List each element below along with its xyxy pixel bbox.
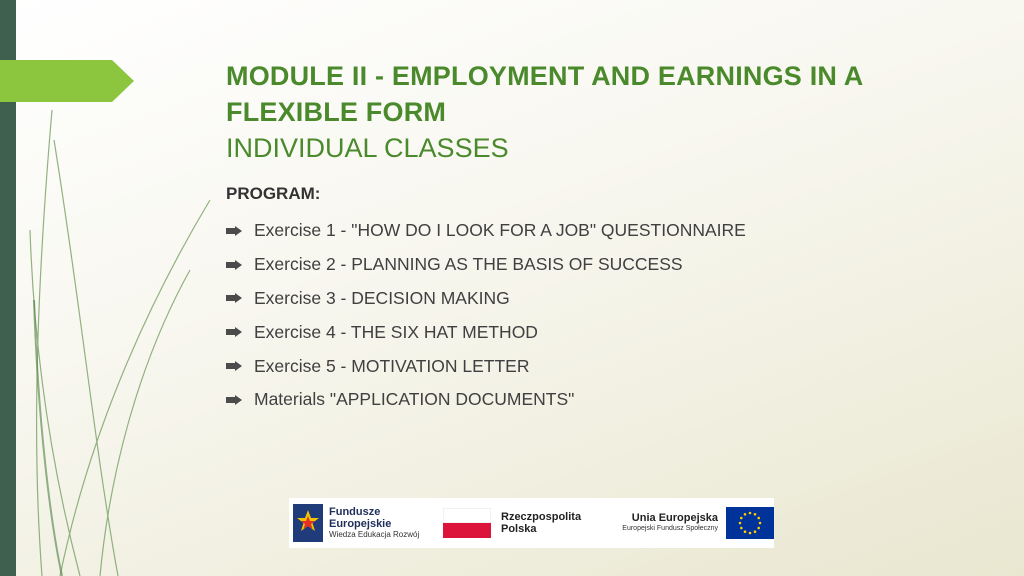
arrow-bullet-icon [226,293,242,303]
list-item [226,349,746,383]
list-item-text: Exercise 1 - "HOW DO I LOOK FOR A JOB" QUESTIONNAIRE [254,220,746,241]
arrow-bullet-icon [226,226,242,236]
rzeczpospolita-polska-logo [443,498,603,548]
rzeczpospolita-line1: Rzeczpospolita [501,511,582,523]
list-item-text: Exercise 2 - PLANNING AS THE BASIS OF SUCCESS [254,254,683,275]
slide-subtitle: INDIVIDUAL CLASSES [226,133,509,163]
arrow-bullet-icon [226,260,242,270]
eu-flag-icon [726,507,774,539]
fundusze-line3: Wiedza Edukacja Rozwój [329,530,420,539]
fundusze-line1: Fundusze [329,506,381,518]
list-item [226,214,746,248]
unia-line2: Europejski Fundusz Społeczny [622,525,718,532]
list-item [226,315,746,349]
list-item-text: Exercise 3 - DECISION MAKING [254,287,510,308]
program-list [226,214,746,417]
list-item [226,383,746,417]
list-item-text: Exercise 5 - MOTIVATION LETTER [254,355,530,376]
list-item [226,248,746,282]
unia-europejska-logo [603,498,774,548]
rzeczpospolita-line2: Polska [501,523,537,535]
unia-line1: Unia Europejska [631,512,718,524]
slide-title: MODULE II - EMPLOYMENT AND EARNINGS IN A FLEXIBLE FORM [226,61,863,127]
polish-flag-icon [443,508,491,538]
arrow-bullet-icon [226,361,242,371]
fundusze-europejskie-logo [289,498,443,548]
title-block [226,58,986,166]
fundusze-star-icon [293,504,323,542]
program-label: PROGRAM: [226,184,321,203]
accent-arrow-tab [0,60,134,102]
fundusze-line2: Europejskie [329,518,392,530]
list-item-text: Exercise 4 - THE SIX HAT METHOD [254,321,538,342]
arrow-bullet-icon [226,395,242,405]
arrow-bullet-icon [226,327,242,337]
list-item [226,282,746,316]
funding-logos-strip [289,498,774,548]
list-item-text: Materials "APPLICATION DOCUMENTS" [254,389,575,410]
